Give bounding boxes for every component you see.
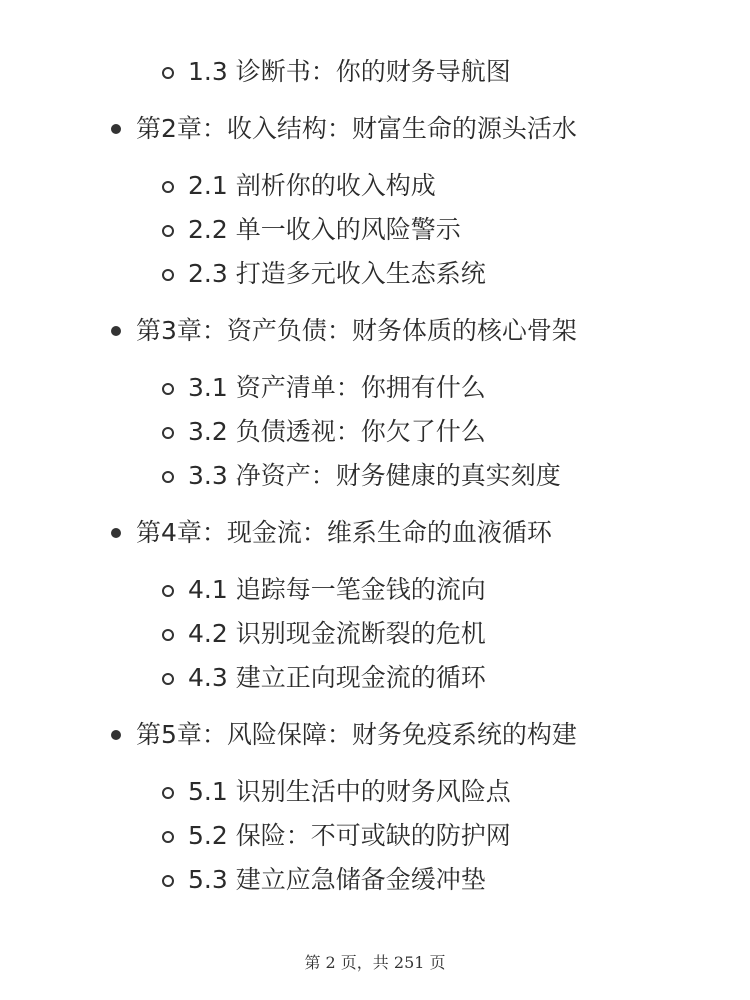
toc-section-item[interactable] (0, 858, 750, 902)
toc-section-item[interactable] (0, 410, 750, 454)
toc-section-label: 2.1 剖析你的收入构成 (188, 171, 436, 200)
toc-chapter-item[interactable] (0, 498, 750, 568)
toc-section-label: 3.1 资产清单：你拥有什么 (188, 373, 486, 402)
table-of-contents (0, 50, 750, 902)
hollow-bullet-icon (162, 67, 174, 79)
toc-section-item[interactable] (0, 454, 750, 498)
toc-section-label: 3.3 净资产：财务健康的真实刻度 (188, 461, 561, 490)
toc-section-item[interactable] (0, 612, 750, 656)
toc-section-item[interactable] (0, 656, 750, 700)
hollow-bullet-icon (162, 471, 174, 483)
toc-section-label: 4.1 追踪每一笔金钱的流向 (188, 575, 486, 604)
filled-bullet-icon (111, 124, 121, 134)
toc-section-label: 1.3 诊断书：你的财务导航图 (188, 57, 511, 86)
toc-chapter-item[interactable] (0, 296, 750, 366)
toc-chapter-label: 第5章：风险保障：财务免疫系统的构建 (136, 720, 577, 749)
toc-section-item[interactable] (0, 366, 750, 410)
toc-chapter-label: 第2章：收入结构：财富生命的源头活水 (136, 114, 577, 143)
toc-section-item[interactable] (0, 814, 750, 858)
toc-section-item[interactable] (0, 208, 750, 252)
filled-bullet-icon (111, 326, 121, 336)
toc-section-label: 4.2 识别现金流断裂的危机 (188, 619, 486, 648)
hollow-bullet-icon (162, 875, 174, 887)
toc-section-item[interactable] (0, 568, 750, 612)
hollow-bullet-icon (162, 629, 174, 641)
filled-bullet-icon (111, 730, 121, 740)
toc-chapter-label: 第3章：资产负债：财务体质的核心骨架 (136, 316, 577, 345)
hollow-bullet-icon (162, 673, 174, 685)
filled-bullet-icon (111, 528, 121, 538)
hollow-bullet-icon (162, 787, 174, 799)
hollow-bullet-icon (162, 181, 174, 193)
toc-section-item[interactable] (0, 770, 750, 814)
hollow-bullet-icon (162, 383, 174, 395)
toc-section-label: 4.3 建立正向现金流的循环 (188, 663, 486, 692)
hollow-bullet-icon (162, 831, 174, 843)
toc-section-item[interactable] (0, 50, 750, 94)
hollow-bullet-icon (162, 585, 174, 597)
toc-section-label: 5.2 保险：不可或缺的防护网 (188, 821, 511, 850)
toc-chapter-label: 第4章：现金流：维系生命的血液循环 (136, 518, 552, 547)
hollow-bullet-icon (162, 427, 174, 439)
toc-section-label: 5.1 识别生活中的财务风险点 (188, 777, 511, 806)
toc-chapter-item[interactable] (0, 700, 750, 770)
hollow-bullet-icon (162, 269, 174, 281)
toc-chapter-item[interactable] (0, 94, 750, 164)
toc-section-label: 2.2 单一收入的风险警示 (188, 215, 461, 244)
toc-section-label: 3.2 负债透视：你欠了什么 (188, 417, 486, 446)
hollow-bullet-icon (162, 225, 174, 237)
toc-section-label: 2.3 打造多元收入生态系统 (188, 259, 486, 288)
toc-section-item[interactable] (0, 164, 750, 208)
toc-section-item[interactable] (0, 252, 750, 296)
page-number-footer: 第 2 页，共 251 页 (304, 953, 446, 972)
toc-section-label: 5.3 建立应急储备金缓冲垫 (188, 865, 486, 894)
